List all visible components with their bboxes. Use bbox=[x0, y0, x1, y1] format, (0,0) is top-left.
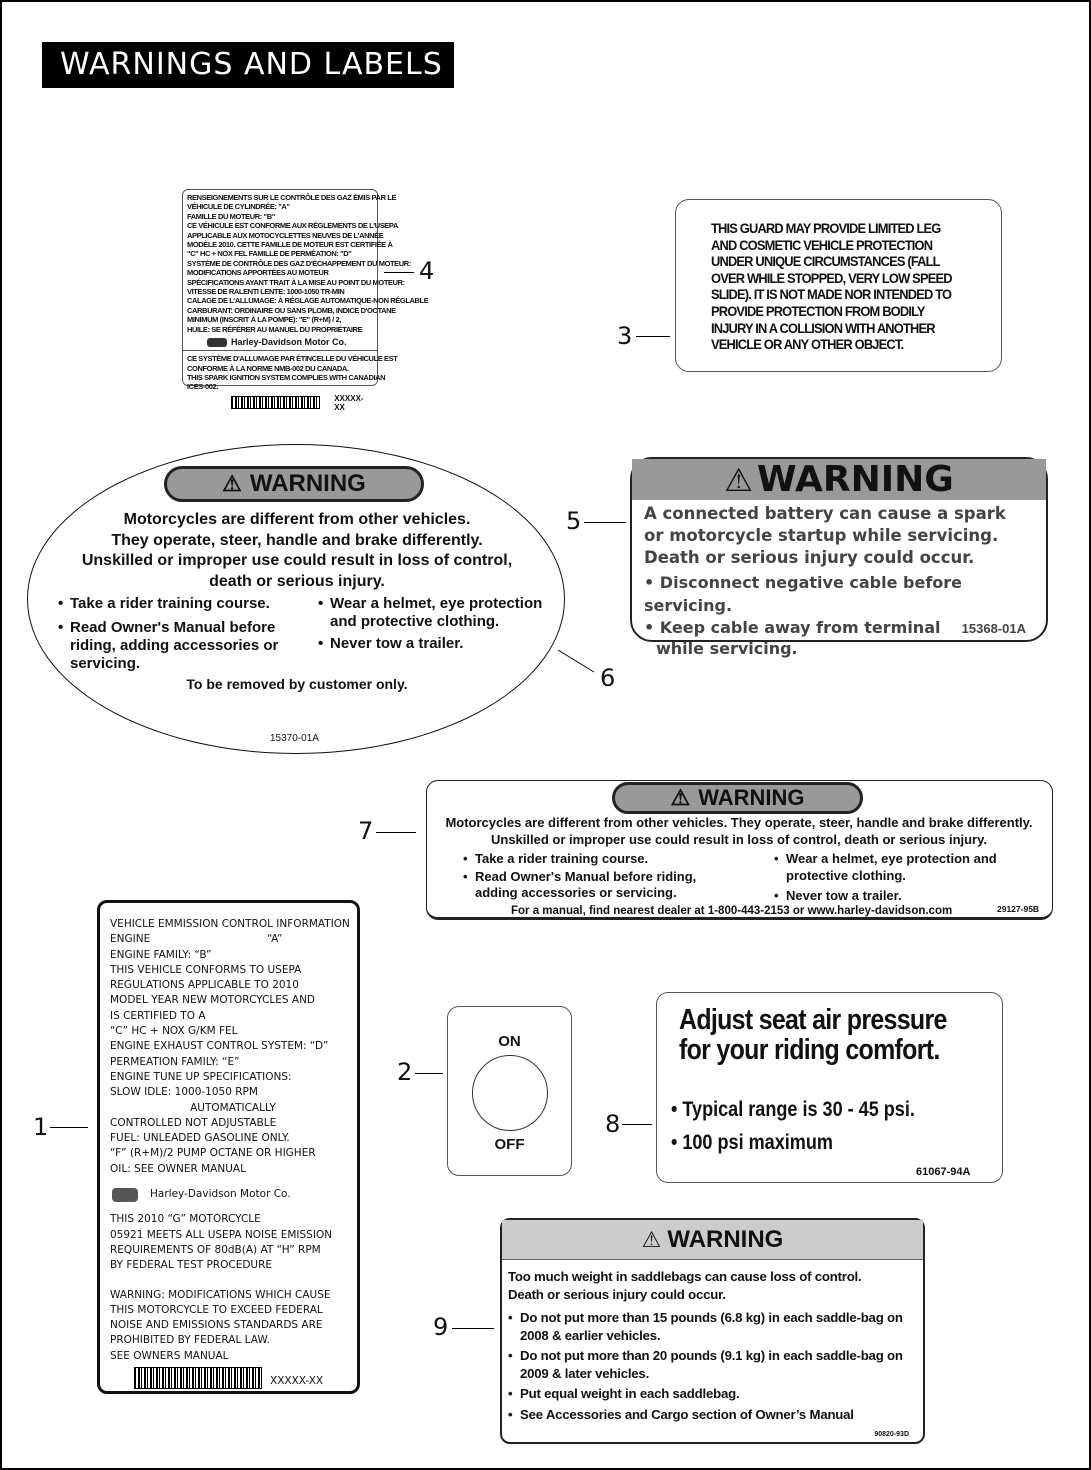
text-line: MINIMUM (INSCRIT À LA POMPE): "E" (R+M) / 2, bbox=[187, 315, 342, 325]
bullet-item: • Wear a helmet, eye protection and protective clothing. bbox=[318, 595, 558, 631]
text-line: THIS VEHICLE CONFORMS TO USEPA bbox=[110, 963, 302, 976]
text-line: "C" HC + NOX FEL FAMILLE DE PERMÉATION: "D" bbox=[187, 249, 352, 259]
leader-2 bbox=[415, 1073, 443, 1074]
label-3-guard bbox=[675, 199, 1002, 372]
bullet-item: • Take a rider training course. bbox=[463, 851, 723, 868]
label-5-bullet-1: • Disconnect negative cable before servicing. bbox=[644, 573, 963, 615]
label-5-text bbox=[644, 503, 1046, 569]
text-line: MODEL YEAR NEW MOTORCYCLES AND bbox=[110, 994, 316, 1007]
label-5-battery-warning bbox=[630, 457, 1048, 658]
label-9-saddlebag-warning bbox=[500, 1218, 925, 1444]
text-line: WARNING: MODIFICATIONS WHICH CAUSE bbox=[110, 1288, 331, 1301]
label-6-footer: To be removed by customer only. bbox=[186, 676, 408, 692]
bullet-item: • Wear a helmet, eye protection and protective clothing. bbox=[774, 851, 1024, 884]
callout-4: 4 bbox=[419, 257, 435, 285]
callout-5: 5 bbox=[566, 507, 582, 535]
label-4-text bbox=[187, 193, 429, 334]
text-line: MODIFICATIONS APPORTÉES AU MOTEUR bbox=[187, 268, 329, 278]
label-7-text bbox=[428, 815, 1050, 848]
text-line: ENGINE EXHAUST CONTROL SYSTEM: “D” bbox=[110, 1040, 329, 1053]
leader-4 bbox=[384, 272, 414, 273]
label-5-header bbox=[632, 459, 1046, 500]
label-6-text bbox=[42, 510, 552, 592]
text-line: CE SYSTÈME D'ALLUMAGE PAR ÉTINCELLE DU VÉHICULE EST bbox=[187, 354, 398, 364]
label-2-on: ON bbox=[498, 1033, 521, 1050]
label-7-line-1: Motorcycles are different from other vehicles. They operate, steer, handle and brake differently. bbox=[445, 815, 1033, 830]
text-line: NOISE AND EMISSIONS STANDARDS ARE bbox=[110, 1319, 323, 1332]
text-line: PERMEATION FAMILY: “E” bbox=[110, 1055, 240, 1068]
leader-5 bbox=[584, 522, 626, 523]
text-line: “F” (R+M)/2 PUMP OCTANE OR HIGHER bbox=[110, 1147, 316, 1160]
label-5-bullet-2: • Keep cable away from terminal while servicing. bbox=[644, 618, 941, 658]
text-line: THIS MOTORCYCLE TO EXCEED FEDERAL bbox=[110, 1303, 323, 1316]
bullet-item: • Do not put more than 20 pounds (9.1 kg) in each saddle-bag on 2009 & later vehicles. bbox=[508, 1347, 917, 1382]
label-2-switch bbox=[447, 1006, 572, 1176]
label-9-body bbox=[502, 1260, 923, 1423]
label-3-text: THIS GUARD MAY PROVIDE LIMITED LEG AND COSMETIC VEHICLE PROTECTION UNDER UNIQUE CIRCUMSTANCES (FALL OVER WHILE STOPPED, VERY LOW SPEED SLIDE). IT IS NOT MADE NOR INTENDED TO PROVIDE PROTECTION FROM BODILY INJURY IN A COLLISION WITH ANOTHER VEHICLE OR ANY OTHER OBJECT. bbox=[711, 220, 952, 353]
text-line: PROHIBITED BY FEDERAL LAW. bbox=[110, 1334, 270, 1347]
label-1-text bbox=[110, 917, 357, 1177]
bullet-item: • Read Owner's Manual before riding, adding accessories or servicing. bbox=[463, 869, 723, 902]
label-4-code: XXXXX-XX bbox=[334, 393, 364, 412]
label-1-company: Harley-Davidson Motor Co. bbox=[150, 1188, 291, 1201]
text-line: OIL: SEE OWNER MANUAL bbox=[110, 1162, 246, 1175]
text-line: ENGINE FAMILY: “B” bbox=[110, 948, 212, 961]
text-line: They operate, steer, handle and brake differently. bbox=[111, 531, 483, 549]
text-line: AUTOMATICALLY bbox=[110, 1101, 276, 1114]
label-4-barcode-row bbox=[187, 394, 373, 412]
leader-8 bbox=[622, 1124, 652, 1125]
label-4-emission-french bbox=[182, 189, 429, 412]
text-line: MODÈLE 2010. CETTE FAMILLE DE MOTEUR EST CERTIFIÉE À bbox=[187, 240, 393, 250]
label-1-company-row bbox=[112, 1187, 357, 1202]
label-6-code: 15370-01A bbox=[270, 733, 319, 744]
text-line: SPÉCIFICATIONS AYANT TRAIT À LA MISE AU POINT DU MOTEUR: bbox=[187, 277, 405, 287]
text-line: REGULATIONS APPLICABLE TO 2010 bbox=[110, 979, 299, 992]
label-8-bullet-2: • 100 psi maximum bbox=[671, 1131, 833, 1154]
callout-2: 2 bbox=[397, 1058, 413, 1086]
label-8-bullet-1: • Typical range is 30 - 45 psi. bbox=[671, 1098, 915, 1121]
label-1-barcode-row bbox=[134, 1367, 323, 1389]
text-line: REQUIREMENTS OF 80dB(A) AT “H” RPM bbox=[110, 1243, 321, 1256]
label-9-line-1: Too much weight in saddlebags can cause loss of control. bbox=[508, 1269, 862, 1284]
leader-6 bbox=[556, 648, 596, 674]
callout-3: 3 bbox=[617, 322, 633, 350]
label-7-right-bullets bbox=[774, 851, 1024, 905]
text-line: VEHICLE EMMISSION CONTROL INFORMATION bbox=[110, 918, 350, 930]
callout-6: 6 bbox=[600, 664, 616, 692]
text-line: THIS 2010 “G” MOTORCYCLE bbox=[110, 1213, 261, 1226]
barcode bbox=[231, 396, 320, 409]
text-line: RENSEIGNEMENTS SUR LE CONTRÔLE DES GAZ ÉMIS PAR LE bbox=[187, 193, 397, 202]
bullet-item: • Never tow a trailer. bbox=[318, 635, 558, 653]
bullet-item: • Read Owner's Manual before riding, adding accessories or servicing. bbox=[58, 619, 298, 673]
text-line: APPLICABLE AUX MOTOCYCLETTES NEUVES DE L'ANNÉE bbox=[187, 230, 384, 240]
text-line: Unskilled or improper use could result in loss of control, bbox=[81, 552, 513, 569]
text-line: HUILE: SE RÉFÉRER AU MANUEL DU PROPRIÉTAIRE bbox=[187, 324, 363, 334]
text-line: CALAGE DE L'ALLUMAGE: À RÉGLAGE AUTOMATIQUE-NON RÉGLABLE bbox=[187, 296, 429, 306]
label-8-bullets bbox=[671, 1093, 946, 1159]
label-1-noise-text bbox=[110, 1212, 357, 1273]
label-7-line-2: Unskilled or improper use could result in loss of control, death or serious injury. bbox=[490, 831, 987, 847]
label-7-footer: For a manual, find nearest dealer at 1-800-443-2153 or www.harley-davidson.com bbox=[511, 905, 953, 917]
label-8-code: 61067-94A bbox=[916, 1166, 971, 1178]
label-8-title bbox=[679, 1005, 971, 1065]
text-line: VÉHICULE DE CYLINDRÉE: "A" bbox=[187, 202, 290, 212]
label-1-emission bbox=[97, 900, 360, 1394]
label-1-warning-text bbox=[110, 1288, 357, 1364]
text-line: FAMILLE DU MOTEUR: "B" bbox=[187, 211, 275, 221]
bullet-item: • Never tow a trailer. bbox=[774, 888, 1024, 905]
text-line: CE VÉHICULE EST CONFORME AUX RÈGLEMENTS DE L'USEPA bbox=[187, 221, 398, 231]
callout-7: 7 bbox=[358, 817, 374, 845]
label-8-seat-pressure bbox=[656, 992, 1003, 1183]
bar-and-shield-logo bbox=[207, 338, 227, 347]
label-1-code: XXXXX-XX bbox=[270, 1374, 324, 1387]
text-line: BY FEDERAL TEST PROCEDURE bbox=[110, 1259, 273, 1272]
leader-9 bbox=[452, 1328, 494, 1329]
text-line: CONFORME À LA NORME NMB-002 DU CANADA. bbox=[187, 363, 349, 373]
label-7-left-bullets bbox=[463, 851, 723, 902]
label-9-header bbox=[502, 1220, 923, 1260]
label-2-off: OFF bbox=[494, 1136, 525, 1153]
label-6-badge-text: WARNING bbox=[249, 470, 366, 497]
bullet-item: • Do not put more than 15 pounds (6.8 kg) in each saddle-bag on 2008 & earlier vehicles. bbox=[508, 1309, 917, 1344]
text-line: ENGINE TUNE UP SPECIFICATIONS: bbox=[110, 1070, 292, 1083]
label-8-title-1: Adjust seat air pressure bbox=[679, 1004, 947, 1036]
label-9-line-2: Death or serious injury could occur. bbox=[508, 1286, 726, 1302]
text-line: FUEL: UNLEADED GASOLINE ONLY. bbox=[110, 1132, 290, 1145]
switch-circle bbox=[472, 1055, 548, 1131]
label-7-code: 29127-95B bbox=[997, 904, 1040, 914]
label-5-badge-text: WARNING bbox=[756, 459, 954, 500]
text-line: ICES-002. bbox=[187, 382, 218, 392]
text-line: Death or serious injury could occur. bbox=[644, 548, 975, 567]
text-line: 05921 MEETS ALL USEPA NOISE EMISSION bbox=[110, 1228, 333, 1241]
label-4-company-row bbox=[207, 337, 373, 347]
text-line: CONTROLLED NOT ADJUSTABLE bbox=[110, 1116, 277, 1129]
text-line: ENGINE “A” bbox=[110, 933, 283, 946]
callout-8: 8 bbox=[605, 1110, 621, 1138]
callout-1: 1 bbox=[33, 1113, 49, 1141]
label-4-bottom-text bbox=[187, 354, 398, 392]
text-line: IS CERTIFIED TO A bbox=[110, 1009, 206, 1022]
leader-3 bbox=[636, 336, 670, 337]
label-9-badge-text: WARNING bbox=[667, 1225, 784, 1253]
text-line: VITESSE DE RALENTI LENTE: 1000-1050 TR-MIN bbox=[187, 287, 345, 297]
label-4-bottom bbox=[183, 350, 398, 412]
bullet-item: • See Accessories and Cargo section of Owner’s Manual bbox=[508, 1406, 917, 1424]
label-6-badge bbox=[164, 466, 424, 502]
text-line: “C” HC + NOX G/KM FEL bbox=[110, 1025, 238, 1038]
warning-triangle-icon: ⚠ bbox=[641, 1226, 662, 1252]
label-8-title-2: for your riding comfort. bbox=[679, 1034, 940, 1066]
text-line: A connected battery can cause a spark bbox=[644, 504, 1006, 523]
text-line: SLOW IDLE: 1000-1050 RPM bbox=[110, 1086, 258, 1099]
bullet-item: • Put equal weight in each saddlebag. bbox=[508, 1385, 917, 1403]
text-line: THIS SPARK IGNITION SYSTEM COMPLIES WITH CANADIAN bbox=[187, 372, 386, 382]
label-6-left-bullets bbox=[58, 595, 298, 673]
bar-and-shield-logo bbox=[112, 1188, 138, 1202]
label-7-badge-text: WARNING bbox=[698, 785, 805, 810]
leader-1 bbox=[50, 1127, 88, 1128]
label-5-code: 15368-01A bbox=[961, 621, 1026, 636]
text-line: Motorcycles are different from other vehicles. bbox=[123, 511, 471, 528]
warning-triangle-icon: ⚠ bbox=[222, 471, 242, 496]
text-line: death or serious injury. bbox=[209, 572, 385, 590]
barcode bbox=[134, 1367, 262, 1389]
text-line: or motorcycle startup while servicing. bbox=[644, 526, 999, 545]
label-4-company: Harley-Davidson Motor Co. bbox=[231, 337, 347, 348]
bullet-item: • Take a rider training course. bbox=[58, 595, 298, 613]
label-6-right-bullets bbox=[318, 595, 558, 653]
text-line: CARBURANT: ORDINAIRE OU SANS PLOMB, INDICE D'OCTANE bbox=[187, 305, 396, 315]
page-title: WARNINGS AND LABELS bbox=[42, 42, 454, 88]
label-9-bullets bbox=[508, 1309, 917, 1423]
label-9-code: 90820-93D bbox=[874, 1431, 909, 1438]
leader-7 bbox=[376, 832, 416, 833]
text-line: SYSTÈME DE CONTRÔLE DES GAZ D'ÉCHAPPEMENT DU MOTEUR: bbox=[187, 258, 411, 268]
text-line: SEE OWNERS MANUAL bbox=[110, 1349, 229, 1362]
warning-triangle-icon: ⚠ bbox=[724, 461, 753, 498]
warning-triangle-icon: ⚠ bbox=[670, 785, 691, 810]
callout-9: 9 bbox=[433, 1313, 449, 1341]
label-7-badge bbox=[612, 782, 863, 814]
